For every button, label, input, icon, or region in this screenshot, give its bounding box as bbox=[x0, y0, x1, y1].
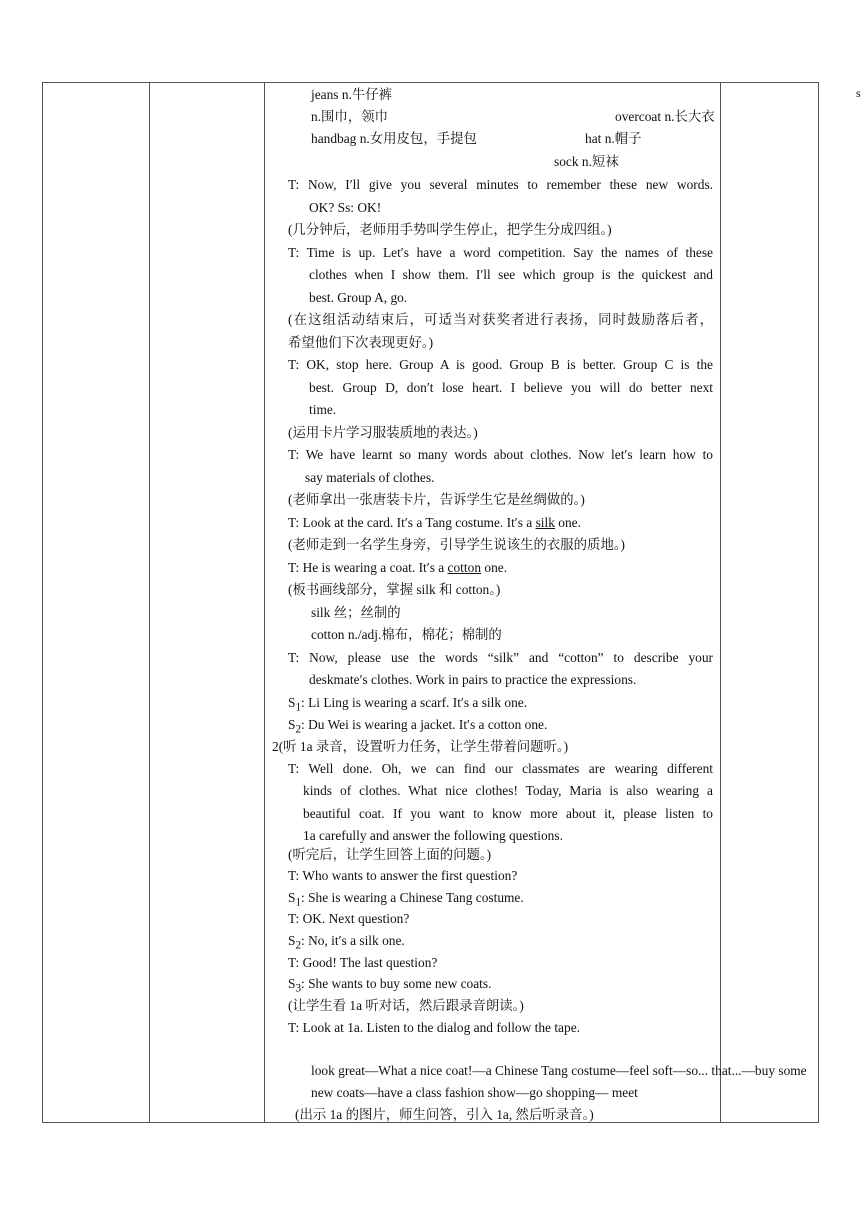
speaker: S bbox=[288, 933, 296, 948]
lesson-text: one. bbox=[554, 515, 581, 530]
lesson-line: deskmate′s clothes. Work in pairs to practice the expressions. bbox=[309, 672, 637, 687]
vocab-handbag: handbag n.女用皮包，手提包 bbox=[311, 131, 477, 146]
lesson-line: clothes when I show them. I′ll see which group is the quickest and bbox=[309, 267, 713, 282]
lesson-line: T: Well done. Oh, we can find our classmates are wearing different bbox=[288, 761, 713, 776]
lesson-line: best. Group D, don′t lose heart. I believe you will do better next bbox=[309, 380, 713, 395]
lesson-line: 1a carefully and answer the following questions. bbox=[303, 828, 563, 843]
lesson-line: kinds of clothes. What nice clothes! Today, Maria is also wearing a bbox=[303, 783, 713, 798]
speaker: S bbox=[288, 717, 296, 732]
dialog-text: : She wants to buy some new coats. bbox=[301, 976, 492, 991]
speaker: S bbox=[288, 695, 296, 710]
dialog-line: T: Good! The last question? bbox=[288, 955, 438, 970]
lesson-line: say materials of clothes. bbox=[305, 470, 435, 485]
dialog-text: : Li Ling is wearing a scarf. It′s a silk one. bbox=[301, 695, 528, 710]
lesson-note: (在这组活动结束后，可适当对获奖者进行表扬，同时鼓励落后者， bbox=[288, 312, 713, 327]
board-word-silk: silk 丝；丝制的 bbox=[311, 605, 401, 620]
speaker-number: 1 bbox=[295, 896, 302, 909]
lesson-text: T: He is wearing a coat. It′s a bbox=[288, 560, 448, 575]
lesson-note: 希望他们下次表现更好。) bbox=[288, 335, 434, 350]
lesson-line: best. Group A, go. bbox=[309, 290, 408, 305]
dialog-line: T: Who wants to answer the first question? bbox=[288, 868, 518, 883]
lesson-line: T: Now, I′ll give you several minutes to remember these new words. bbox=[288, 177, 713, 192]
dialog-line bbox=[288, 716, 547, 739]
vocab-hat: hat n.帽子 bbox=[585, 131, 642, 146]
table-column-divider-1 bbox=[149, 82, 150, 1123]
keyword-chain: look great—What a nice coat!—a Chinese Tang costume—feel soft—so... that...—buy some bbox=[311, 1063, 807, 1078]
table-border-top bbox=[42, 82, 819, 83]
vocab-jeans: jeans n.牛仔裤 bbox=[311, 87, 393, 102]
dialog-line bbox=[288, 694, 527, 717]
edge-text-fragment: s bbox=[856, 86, 861, 100]
lesson-note: (让学生看 1a 听对话，然后跟录音朗读。) bbox=[288, 998, 524, 1013]
lesson-line: T: Now, please use the words “silk” and “cotton” to describe your bbox=[288, 650, 713, 665]
dialog-line bbox=[288, 889, 524, 912]
table-border-right bbox=[818, 82, 819, 1123]
lesson-line: T: OK, stop here. Group A is good. Group B is better. Group C is the bbox=[288, 357, 713, 372]
vocab-overcoat: overcoat n.长大衣 bbox=[615, 109, 715, 124]
lesson-line: time. bbox=[309, 402, 337, 417]
speaker: S bbox=[288, 976, 296, 991]
dialog-text: : Du Wei is wearing a jacket. It′s a cotton one. bbox=[301, 717, 548, 732]
lesson-line bbox=[288, 559, 507, 576]
speaker-number: 3 bbox=[295, 982, 302, 995]
lesson-line: OK? Ss: OK! bbox=[309, 200, 382, 215]
lesson-note: (几分钟后，老师用手势叫学生停止，把学生分成四组。) bbox=[288, 222, 612, 237]
lesson-text: one. bbox=[481, 560, 508, 575]
dialog-line: T: OK. Next question? bbox=[288, 911, 410, 926]
speaker-number: 1 bbox=[295, 701, 302, 714]
lesson-note: (听完后，让学生回答上面的问题。) bbox=[288, 847, 492, 862]
speaker: S bbox=[288, 890, 296, 905]
underlined-word-cotton: cotton bbox=[447, 560, 482, 575]
lesson-line: T: We have learnt so many words about clothes. Now let′s learn how to bbox=[288, 447, 713, 462]
dialog-line bbox=[288, 975, 491, 998]
table-border-left bbox=[42, 82, 43, 1123]
lesson-note: (老师拿出一张唐装卡片，告诉学生它是丝绸做的。) bbox=[288, 492, 585, 507]
lesson-line: beautiful coat. If you want to know more about it, please listen to bbox=[303, 806, 713, 821]
lesson-line bbox=[288, 514, 581, 531]
vocab-sock: sock n.短袜 bbox=[554, 154, 619, 169]
lesson-note: (老师走到一名学生身旁，引导学生说该生的衣服的质地。) bbox=[288, 537, 625, 552]
lesson-note: (出示 1a 的图片，师生问答，引入 1a, 然后听录音。) bbox=[295, 1107, 594, 1122]
dialog-text: : No, it′s a silk one. bbox=[301, 933, 405, 948]
lesson-line: T: Time is up. Let′s have a word competition. Say the names of these bbox=[288, 245, 713, 260]
table-column-divider-3 bbox=[720, 82, 721, 1123]
speaker-number: 2 bbox=[295, 939, 302, 952]
table-column-divider-2 bbox=[264, 82, 265, 1123]
lesson-text: T: Look at the card. It′s a Tang costume. It′s a bbox=[288, 515, 536, 530]
dialog-line bbox=[288, 932, 405, 955]
speaker-number: 2 bbox=[295, 723, 302, 736]
lesson-note: (板书画线部分，掌握 silk 和 cotton。) bbox=[288, 582, 501, 597]
underlined-word-silk: silk bbox=[535, 515, 555, 530]
step-heading: 2(听 1a 录音，设置听力任务，让学生带着问题听。) bbox=[272, 739, 569, 754]
keyword-chain: new coats—have a class fashion show—go shopping— meet bbox=[311, 1085, 638, 1100]
vocab-scarf: n.围巾，领巾 bbox=[311, 109, 388, 124]
dialog-text: : She is wearing a Chinese Tang costume. bbox=[301, 890, 524, 905]
board-word-cotton: cotton n./adj.棉布，棉花；棉制的 bbox=[311, 627, 502, 642]
lesson-note: (运用卡片学习服装质地的表达。) bbox=[288, 425, 478, 440]
lesson-line: T: Look at 1a. Listen to the dialog and follow the tape. bbox=[288, 1020, 580, 1035]
